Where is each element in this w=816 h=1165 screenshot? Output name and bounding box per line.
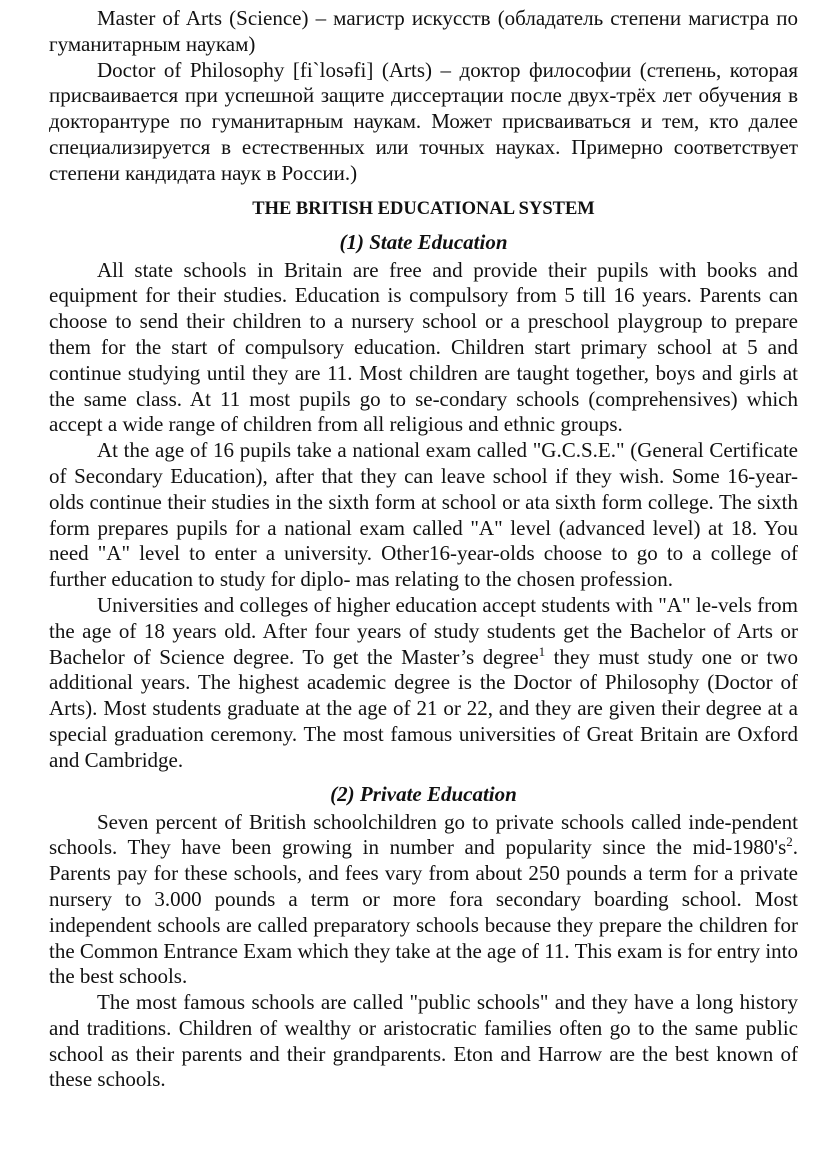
paragraph-text: they must study one or two additional years. The highest academic degree is the Doctor of Philosophy (Doctor of Arts). Most students graduate at the age of 21 or 22, and they are given their degree at a special graduation ceremony. The most famous universities of Great Britain are Oxford and Cambridge.	[49, 644, 799, 772]
state-education-paragraph-1: All state schools in Britain are free and provide their pupils with books and equipment for their studies. Education is compulsory from 5 till 16 years. Parents can choose to send their children to a nursery school or a preschool playgroup to prepare them for the start of compulsory education. Children start primary school at 5 and continue studying until they are 11. Most children are taught together, boys and girls at the same class. At 11 most pupils go to se-condary schools (comprehensives) which accept a wide range of children from all religious and ethnic groups.	[49, 257, 798, 437]
document-page	[49, 6, 798, 1093]
state-education-paragraph-3	[49, 593, 798, 774]
document-title: THE BRITISH EDUCATIONAL SYSTEM	[252, 198, 595, 219]
private-education-paragraph-2: The most famous schools are called "public schools" and they have a long history and traditions. Children of wealthy or aristocratic families often go to the same public school as their parents and their grandparents. Eton and Harrow are the best known of these schools.	[49, 990, 798, 1092]
glossary-doctor-of-philosophy: Doctor of Philosophy [fi`losəfi] (Arts) – доктор философии (степень, которая присваивается при успешной защите диссертации после двух-трёх лет обучения в докторантуре по гуманитарным наукам. Может присваиваться и тем, кто далее специализируется в естественных или точных науках. Примерно соответствует степени кандидата наук в России.)	[49, 57, 798, 185]
private-education-paragraph-1	[49, 810, 798, 991]
paragraph-text: Universities and colleges of higher education accept students with "A" le-vels from the age of 18 years old. After four years of study students get the Bachelor of Arts or Bachelor of Science degree. To get the Master’s degree	[49, 592, 798, 669]
section-heading-state-education: (1) State Education	[339, 229, 508, 254]
footnote-marker-2: 2	[786, 834, 793, 850]
paragraph-text: Seven percent of British schoolchildren go to private schools called inde-pendent schools. They have been growing in number and popularity since the mid-1980's	[49, 809, 798, 860]
section-heading-private-education: (2) Private Education	[330, 781, 517, 806]
footnote-marker-1: 1	[538, 643, 546, 659]
glossary-master-of-arts: Master of Arts (Science) – магистр искусств (обладатель степени магистра по гуманитарным наукам)	[49, 6, 798, 56]
state-education-paragraph-2: At the age of 16 pupils take a national exam called "G.C.S.E." (General Certificate of Secondary Education), after that they can leave school if they wish. Some 16-year-olds continue their studies in the sixth form at school or ata sixth form college. The sixth form prepares pupils for a national exam called "A" level (advanced level) at 18. You need "A" level to enter a university. Other16-year-olds choose to go to a college of further education to study for diplo- mas relating to the chosen profession.	[49, 438, 798, 592]
paragraph-text: . Parents pay for these schools, and fees vary from about 250 pounds a term for a private nursery to 3.000 pounds a term or more fora secondary boarding school. Most independent schools are called preparatory schools because they prepare the children for the Common Entrance Exam which they take at the age of 11. This exam is for entry into the best schools.	[49, 835, 798, 989]
